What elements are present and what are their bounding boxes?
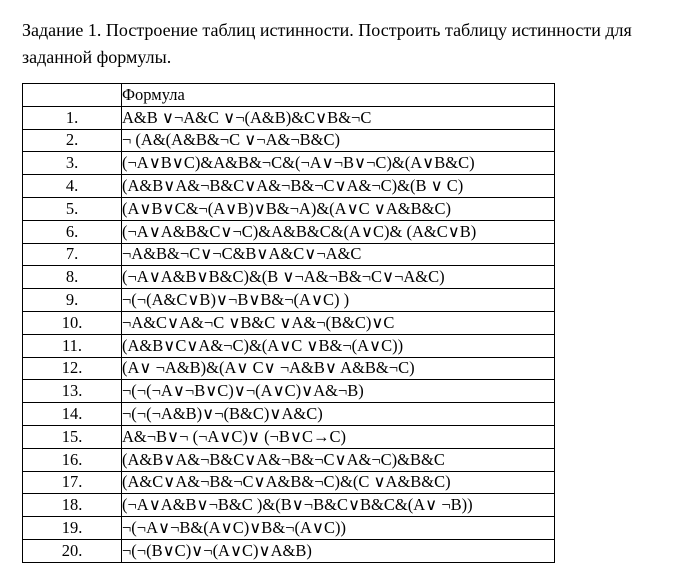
row-formula: (¬A∨B∨C)&A&B&¬C&(¬A∨¬B∨¬C)&(A∨B&C) [122,152,555,175]
row-number: 16. [23,448,122,471]
row-number: 14. [23,403,122,426]
row-formula: ¬A&B&¬C∨¬C&B∨A&C∨¬A&C [122,243,555,266]
row-number: 2. [23,129,122,152]
table-row [23,448,555,471]
table-row [23,334,555,357]
row-number: 7. [23,243,122,266]
header-formula-cell: Формула [122,84,555,107]
table-row [23,175,555,198]
table-row [23,289,555,312]
row-number: 1. [23,106,122,129]
row-number: 8. [23,266,122,289]
row-number: 5. [23,197,122,220]
row-formula: A&B ∨¬A&C ∨¬(A&B)&C∨B&¬C [122,106,555,129]
row-formula: ¬(¬(A&C∨B)∨¬B∨B&¬(A∨C) ) [122,289,555,312]
table-row [23,471,555,494]
row-number: 3. [23,152,122,175]
row-formula: (¬A∨A&B∨¬B&C )&(B∨¬B&C∨B&C&(A∨ ¬B)) [122,494,555,517]
table-header-row [23,84,555,107]
title-line-2: заданной формулы. [22,47,172,67]
table-row [23,197,555,220]
table-row [23,311,555,334]
table-row [23,425,555,448]
table-row [23,517,555,540]
table-row [23,539,555,562]
row-number: 6. [23,220,122,243]
row-formula: (A&B∨C∨A&¬C)&(A∨C ∨B&¬(A∨C)) [122,334,555,357]
row-number: 18. [23,494,122,517]
row-formula: A&¬B∨¬ (¬A∨C)∨ (¬B∨C→C) [122,425,555,448]
row-formula: ¬(¬A∨¬B&(A∨C)∨B&¬(A∨C)) [122,517,555,540]
title-line-1: Задание 1. Построение таблиц истинности. Построить таблицу истинности для [22,20,632,40]
header-number-cell [23,84,122,107]
row-formula: ¬(¬(¬A&B)∨¬(B&C)∨A&C) [122,403,555,426]
row-formula: ¬(¬(B∨C)∨¬(A∨C)∨A&B) [122,539,555,562]
row-number: 4. [23,175,122,198]
row-number: 11. [23,334,122,357]
row-number: 13. [23,380,122,403]
row-number: 9. [23,289,122,312]
row-number: 19. [23,517,122,540]
row-formula: (¬A∨A&B&C∨¬C)&A&B&C&(A∨C)& (A&C∨B) [122,220,555,243]
row-formula: (A&C∨A&¬B&¬C∨A&B&¬C)&(C ∨A&B&C) [122,471,555,494]
row-formula: ¬A&C∨A&¬C ∨B&C ∨A&¬(B&C)∨C [122,311,555,334]
table-row [23,129,555,152]
row-formula: (A&B∨A&¬B&C∨A&¬B&¬C∨A&¬C)&B&C [122,448,555,471]
table-row [23,380,555,403]
table-row [23,220,555,243]
row-number: 20. [23,539,122,562]
row-number: 15. [23,425,122,448]
row-number: 10. [23,311,122,334]
table-row [23,106,555,129]
table-row [23,357,555,380]
row-formula: ¬(¬(¬A∨¬B∨C)∨¬(A∨C)∨A&¬B) [122,380,555,403]
row-formula: (A&B∨A&¬B&C∨A&¬B&¬C∨A&¬C)&(B ∨ C) [122,175,555,198]
row-number: 12. [23,357,122,380]
row-formula: ¬ (A&(A&B&¬C ∨¬A&¬B&C) [122,129,555,152]
table-row [23,494,555,517]
formula-table [22,83,555,563]
row-number: 17. [23,471,122,494]
page-title [22,17,682,71]
row-formula: (¬A∨A&B∨B&C)&(B ∨¬A&¬B&¬C∨¬A&C) [122,266,555,289]
row-formula: (A∨ ¬A&B)&(A∨ C∨ ¬A&B∨ A&B&¬C) [122,357,555,380]
table-row [23,266,555,289]
table-row [23,403,555,426]
table-row [23,152,555,175]
row-formula: (A∨B∨C&¬(A∨B)∨B&¬A)&(A∨C ∨A&B&C) [122,197,555,220]
table-row [23,243,555,266]
